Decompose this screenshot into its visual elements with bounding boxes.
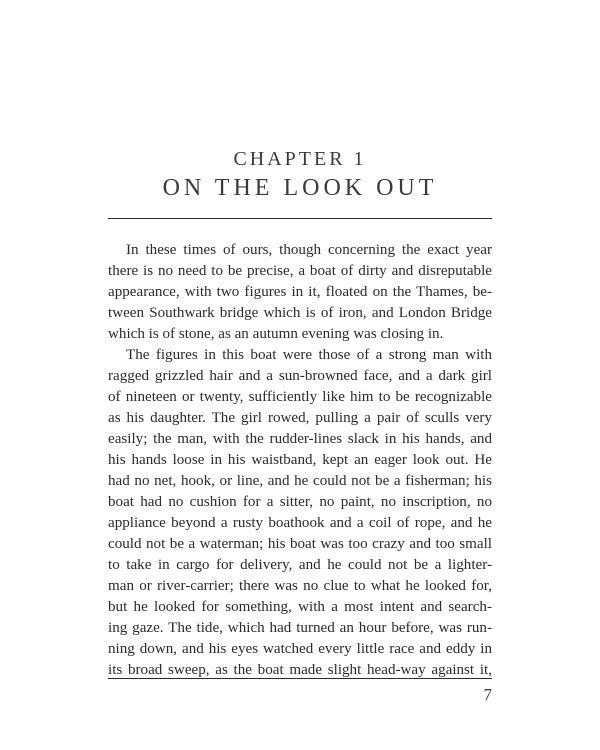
- text-line: ing gaze. The tide, which had turned an hour before, was run-: [108, 620, 492, 636]
- text-line: ragged grizzled hair and a sun-browned face, and a dark girl: [108, 368, 492, 384]
- text-line: boat had no cushion for a sitter, no paint, no inscription, no: [108, 494, 492, 510]
- text-line: easily; the man, with the rudder-lines slack in his hands, and: [108, 431, 492, 447]
- text-line: man or river-carrier; there was no clue to what he looked for,: [108, 578, 492, 594]
- text-line: appliance beyond a rusty boathook and a coil of rope, and he: [108, 515, 492, 531]
- text-line: had no net, hook, or line, and he could not be a fisherman; his: [108, 473, 492, 489]
- text-line: could not be a waterman; his boat was too crazy and too small: [108, 536, 492, 552]
- chapter-title: ON THE LOOK OUT: [162, 175, 438, 201]
- text-line: to take in cargo for delivery, and he could not be a lighter-: [108, 557, 492, 573]
- text-line: ning down, and his eyes watched every little race and eddy in: [108, 641, 492, 657]
- text-line: there is no need to be precise, a boat of dirty and disreputable: [108, 263, 492, 279]
- text-line: of nineteen or twenty, sufficiently like him to be recognizable: [108, 389, 492, 405]
- text-line: as his daughter. The girl rowed, pulling a pair of sculls very: [108, 410, 492, 426]
- text-line: In these times of ours, though concerning the exact year: [126, 242, 492, 258]
- text-line: its broad sweep, as the boat made slight head-way against it,: [108, 662, 492, 678]
- chapter-number: CHAPTER 1: [233, 148, 367, 170]
- page-number: 7: [483, 685, 492, 704]
- text-line: appearance, with two figures in it, floated on the Thames, be-: [108, 284, 492, 300]
- text-line: which is of stone, as an autumn evening was closing in.: [108, 326, 444, 342]
- text-line: but he looked for something, with a most intent and search-: [108, 599, 492, 615]
- body-text: [108, 240, 492, 681]
- footer-rule: [108, 678, 492, 679]
- text-line: tween Southwark bridge which is of iron, and London Bridge: [108, 305, 492, 321]
- header-rule: [108, 218, 492, 219]
- text-line: The figures in this boat were those of a strong man with: [126, 347, 492, 363]
- text-line: his hands loose in his waistband, kept an eager look out. He: [108, 452, 492, 468]
